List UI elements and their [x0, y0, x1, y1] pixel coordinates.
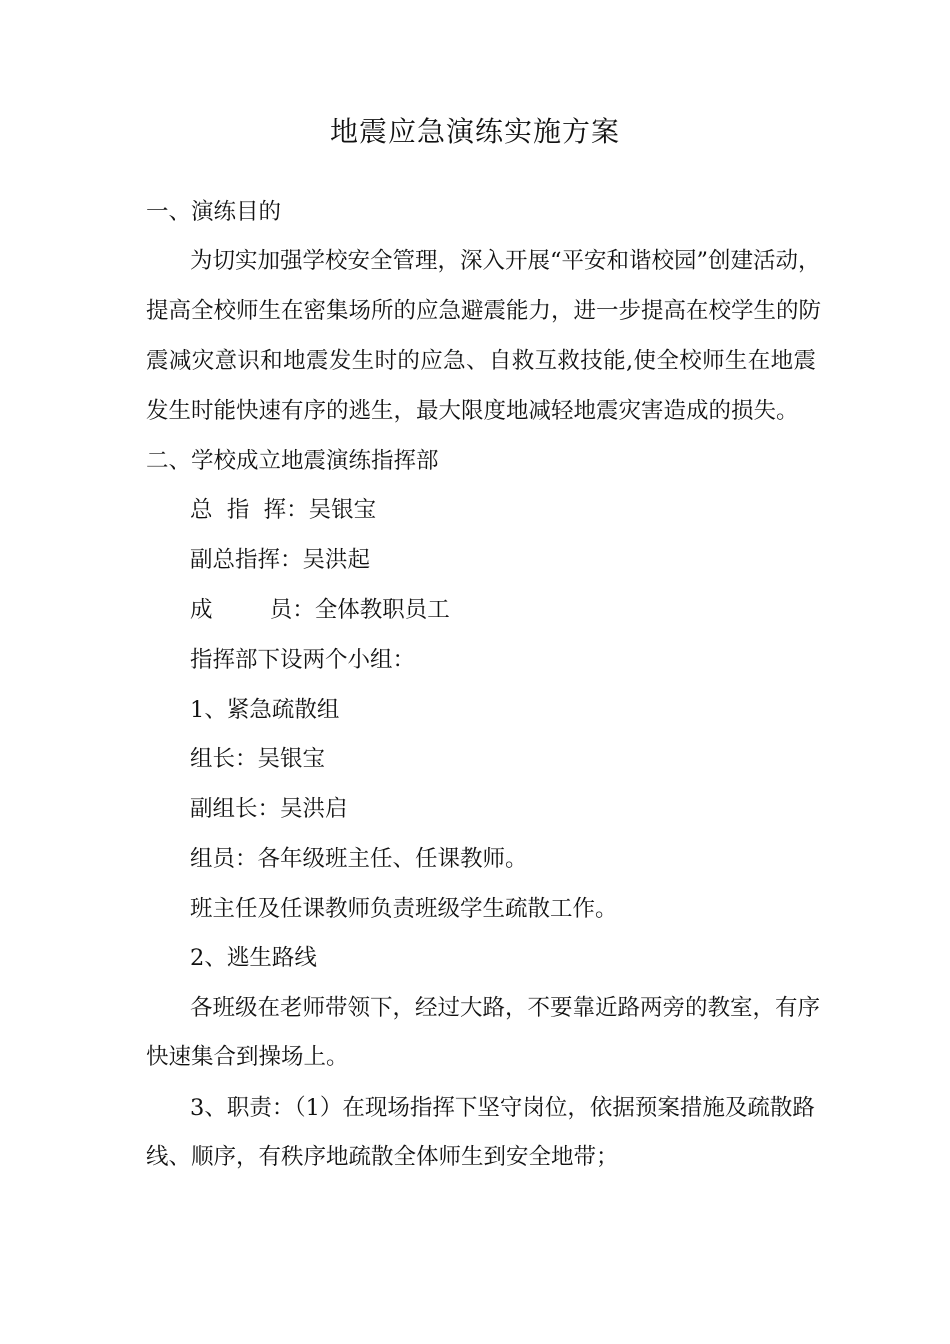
- commander-line: 总 指 挥：吴银宝: [190, 497, 377, 523]
- paragraph-line: 快速集合到操场上。: [146, 1044, 349, 1070]
- paragraph-line: 副组长：吴洪启: [190, 796, 348, 822]
- document-title: 地震应急演练实施方案: [329, 115, 620, 148]
- paragraph-line: 3、职责：（1）在现场指挥下坚守岗位，依据预案措施及疏散路: [190, 1095, 815, 1121]
- subsection-heading: 1、紧急疏散组: [190, 697, 340, 723]
- paragraph-line: 各班级在老师带领下，经过大路，不要靠近路两旁的教室，有序: [190, 995, 821, 1021]
- paragraph-line: 班主任及任课教师负责班级学生疏散工作。: [190, 896, 618, 922]
- section-heading-command: 二、学校成立地震演练指挥部: [146, 448, 439, 474]
- subsection-heading: 2、逃生路线: [190, 945, 317, 971]
- members-line: 成 员：全体教职员工: [190, 597, 450, 623]
- paragraph-line: 为切实加强学校安全管理，深入开展“平安和谐校园”创建活动，: [190, 248, 821, 274]
- paragraph-line: 组长：吴银宝: [190, 746, 326, 772]
- paragraph-line: 线、顺序，有秩序地疏散全体师生到安全地带；: [146, 1144, 619, 1170]
- paragraph-line: 发生时能快速有序的逃生，最大限度地减轻地震灾害造成的损失。: [146, 398, 799, 424]
- paragraph-line: 提高全校师生在密集场所的应急避震能力，进一步提高在校学生的防: [146, 298, 822, 324]
- deputy-commander-line: 副总指挥：吴洪起: [190, 547, 371, 573]
- section-heading-purpose: 一、演练目的: [146, 199, 282, 225]
- paragraph-line: 震减灾意识和地震发生时的应急、自救互救技能,使全校师生在地震: [146, 348, 816, 374]
- paragraph-line: 指挥部下设两个小组：: [190, 647, 416, 673]
- paragraph-line: 组员：各年级班主任、任课教师。: [190, 846, 528, 872]
